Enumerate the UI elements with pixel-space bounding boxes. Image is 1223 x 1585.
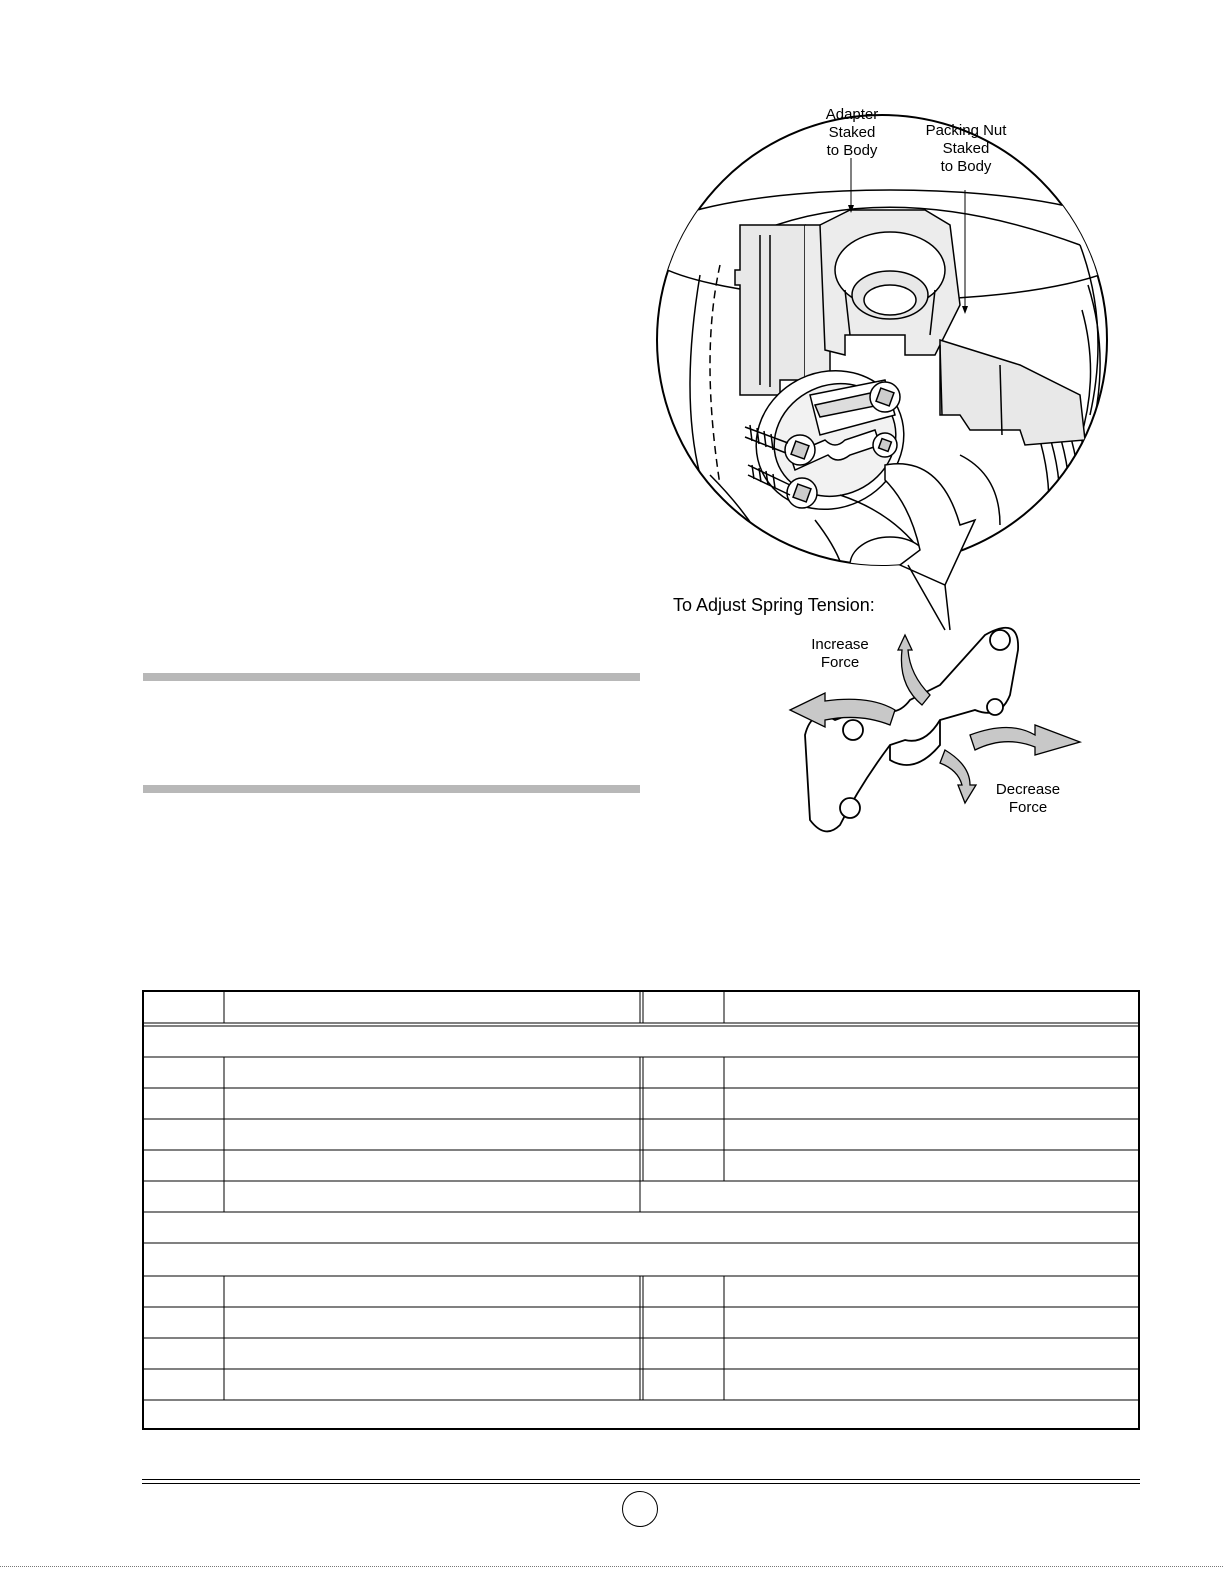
adapter-callout: Adapter Staked to Body bbox=[825, 106, 879, 159]
valve-cutaway-drawing bbox=[640, 95, 1120, 840]
decrease-force-label: Decrease Force bbox=[995, 781, 1061, 816]
footer-rule-upper bbox=[142, 1479, 1140, 1480]
increase-force-label: Increase Force bbox=[811, 636, 869, 671]
parts-table-grid bbox=[144, 992, 1140, 1430]
footer-rule-lower bbox=[142, 1483, 1140, 1484]
adjust-spring-title: To Adjust Spring Tension: bbox=[673, 595, 875, 615]
spring-adjustment-figure bbox=[640, 95, 1120, 840]
page-number-circle bbox=[622, 1491, 658, 1527]
note-top-rule bbox=[143, 673, 640, 681]
packing-nut-callout: Packing Nut Staked to Body bbox=[925, 122, 1007, 175]
parts-table bbox=[142, 990, 1140, 1430]
note-bottom-rule bbox=[143, 785, 640, 793]
page-edge-dotted-line bbox=[0, 1566, 1223, 1567]
